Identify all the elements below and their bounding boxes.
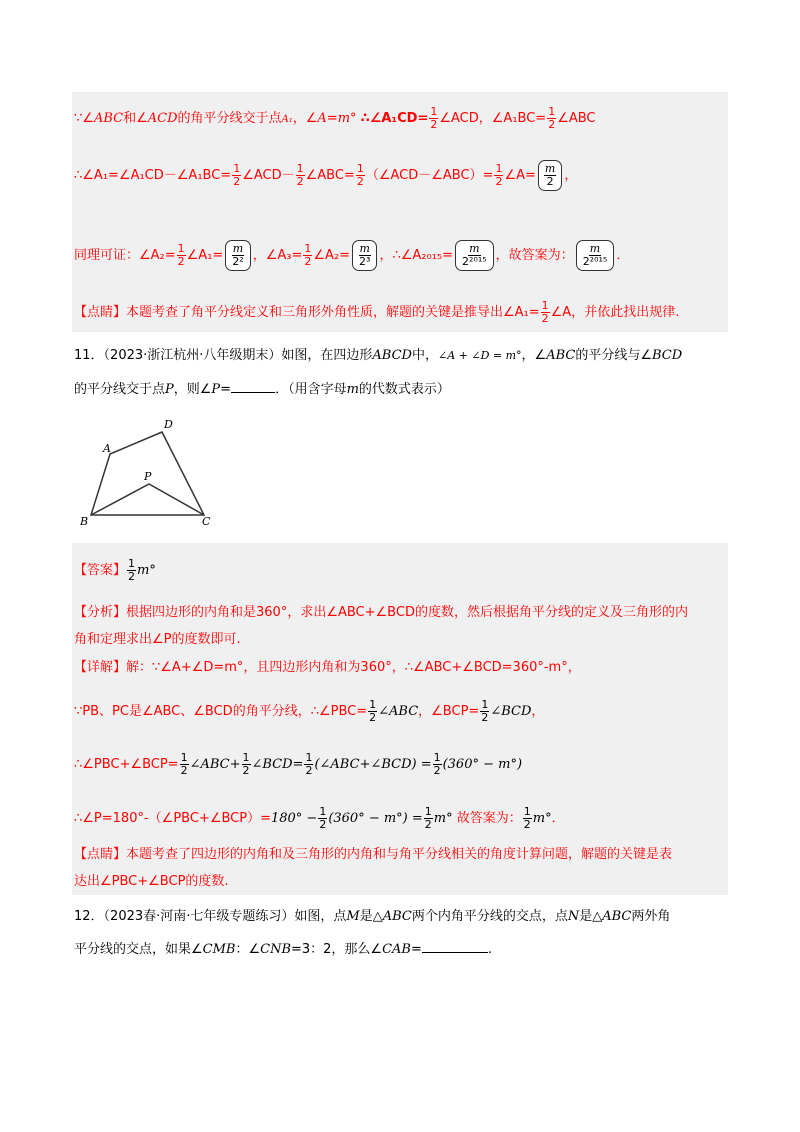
q12-line-2: 平分线的交点，如果∠CMB：∠CNB=3：2，那么∠CAB= . [74,942,493,957]
prev-line-1: ∵∠ABC和∠ACD的角平分线交于点A₁，∠A=m° ∴∠A₁CD= $\frac{1}{2}$ ∠ACD，∠A₁BC= $\frac{1}{2}$ ∠ABC [74,105,596,131]
formula-m-over-2-2: $\frac{m}{\text{2²}}$ [225,240,250,271]
bisector-lines [91,484,204,515]
q12-answer-blank [422,940,488,953]
formula-m-over-2-2015: $\frac{m}{\text{2²⁰¹⁵}}$ [455,240,494,271]
answer-line: 【答案】 $\frac{1}{2}$ m° [74,557,156,583]
label-c: C [202,515,211,527]
detail-line-2: ∵PB、PC是∠ABC、∠BCD的角平分线，∴∠PBC= $\frac{1}{2}$ ∠ABC，∠BCP= $\frac{1}{2}$ ∠BCD， [74,698,545,724]
q12-line-1: 12．（2023春·河南·七年级专题练习）如图，点M是△ABC两个内角平分线的交点，点N是△ABC两外角 [74,909,671,924]
detail-line-1: 【详解】解：∵∠A+∠D=m°，且四边形内角和为360°，∴∠ABC+∠BCD=360°-m°， [74,660,581,675]
analysis-line-1: 【分析】根据四边形的内角和是360°，求出∠ABC+∠BCD的度数，然后根据角平分线的定义及三角形的内 [74,605,688,620]
q11-line-1: 11．（2023·浙江杭州·八年级期末）如图，在四边形ABCD中，∠A + ∠D = m°，∠ABC的平分线与∠BCD [74,348,683,363]
q11-line-2: 的平分线交于点P，则∠P= ．（用含字母m的代数式表示） [74,382,450,397]
answer-blank [231,380,275,393]
prev-line-3: 同理可证：∠A₂= $\frac{1}{2}$ ∠A₁= $\frac{m}{\text{2²}}$ ，∠A₃= $\frac{1}{2}$ ∠A₂= $\frac{m}{\text{2³}}$ ，∴∠A₂₀₁₅= $\frac{m}{\text{2²⁰¹⁵}}$ ，故答案为： $\frac{m}{\text{2²⁰¹⁵}}$ ． [74,240,629,271]
prev-line-2: ∴∠A₁=∠A₁CD－∠A₁BC= $\frac{1}{2}$ ∠ACD－ $\frac{1}{2}$ ∠ABC= $\frac{1}{2}$ （∠ACD－∠ABC）= $\frac{1}{2}$ ∠A= $\frac{m}{2}$ ， [74,160,577,191]
formula-m-over-2-3: $\frac{m}{\text{2³}}$ [352,240,377,271]
formula-m-over-2: $\frac{m}{2}$ [538,160,562,191]
comment-line-1: 【点睛】本题考查了四边形的内角和及三角形的内角和与角平分线相关的角度计算问题，解题的关键是表 [74,847,673,862]
detail-line-3: ∴∠PBC+∠BCP= $\frac{1}{2}$ ∠ABC+ $\frac{1}{2}$ ∠BCD= $\frac{1}{2}$ (∠ABC+∠BCD) = $\frac{1}{2}$ (360° − m°) [74,751,523,777]
analysis-line-2: 角和定理求出∠P的度数即可. [74,632,241,647]
detail-line-4: ∴∠P=180°-（∠PBC+∠BCP）=180° − $\frac{1}{2}$ (360° − m°) = $\frac{1}{2}$ m° 故答案为： $\frac{1}{2}$ m°． [74,805,565,831]
label-d: D [164,418,173,431]
quadrilateral-figure [78,412,218,527]
prev-comment: 【点睛】本题考查了角平分线定义和三角形外角性质，解题的关键是推导出∠A₁= $\frac{1}{2}$ ∠A，并依此找出规律. [74,299,680,325]
label-a: A [103,442,111,455]
formula-answer-m-over-2-2015: $\frac{m}{\text{2²⁰¹⁵}}$ [576,240,615,271]
label-p: P [144,470,152,483]
comment-line-2: 达出∠PBC+∠BCP的度数. [74,874,229,889]
label-b: B [80,515,89,527]
